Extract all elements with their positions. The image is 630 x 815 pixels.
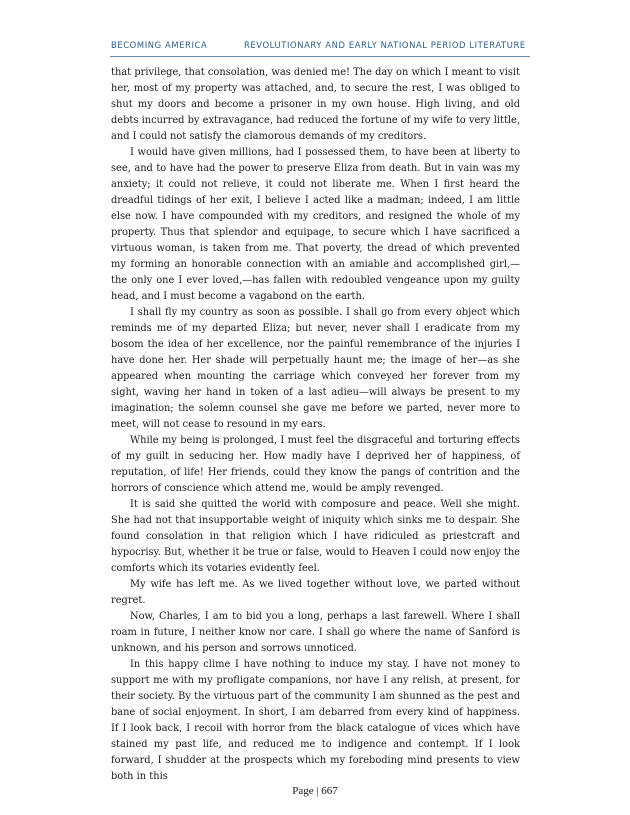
paragraph-6: My wife has left me. As we lived together without love, we parted without regret. [111,579,520,606]
running-header [111,40,531,52]
paragraph-2: I would have given millions, had I possessed them, to have been at liberty to see, and to have had the power to preserve Eliza from death. But in vain was my anxiety; it could not relieve, it could not liberate me. When I first heard the dreadful tidings of her exit, I believe I acted like a madman; indeed, I am little else now. I have compounded with my creditors, and resigned the whole of my property. Thus that splendor and equipage, to secure which I have sacrificed a virtuous woman, is taken from me. That poverty, the dread of which prevented my forming an honorable connection with an amiable and accomplished girl,—the only one I ever loved,—has fallen with redoubled vengeance upon my guilty head, and I must become a vagabond on the earth. [111,147,520,302]
paragraph-7: Now, Charles, I am to bid you a long, perhaps a last farewell. Where I shall roam in future, I neither know nor care. I shall go where the name of Sanford is unknown, and his person and sorrows unnoticed. [111,611,520,654]
header-divider [110,56,530,57]
header-book-title: BECOMING AMERICA [111,40,208,50]
paragraph-1: that privilege, that consolation, was denied me! The day on which I meant to visit her, most of my property was attached, and, to secure the rest, I was obliged to shut my doors and become a prisoner in my own house. High living, and old debts incurred by extravagance, had reduced the fortune of my wife to very little, and I could not satisfy the clamorous demands of my creditors. [111,67,520,142]
paragraph-8: In this happy clime I have nothing to induce my stay. I have not money to support me with my profligate companions, nor have I any relish, at present, for their society. By the virtuous part of the community I am shunned as the pest and bane of social enjoyment. In short, I am debarred from every kind of happiness. If I look back, I recoil with horror from the black catalogue of vices which have stained my past life, and reduced me to indigence and contempt. If I look forward, I shudder at the prospects which my foreboding mind presents to view both in this [111,659,520,782]
page-body [111,65,520,785]
paragraph-3: I shall fly my country as soon as possible. I shall go from every object which reminds me of my departed Eliza; but never, never shall I eradicate from my bosom the idea of her excellence, nor the painful remembrance of the injuries I have done her. Her shade will perpetually haunt me; the image of her—as she appeared when mounting the carriage which conveyed her forever from my sight, waving her hand in token of a last adieu—will always be present to my imagination; the solemn counsel she gave me before we parted, never more to meet, will not cease to resound in my ears. [111,307,520,430]
header-section-title: REVOLUTIONARY AND EARLY NATIONAL PERIOD LITERATURE [244,40,526,50]
paragraph-5: It is said she quitted the world with composure and peace. Well she might. She had not that insupportable weight of iniquity which sinks me to despair. She found consolation in that religion which I have ridiculed as priestcraft and hypocrisy. But, whether it be true or false, would to Heaven I could now enjoy the comforts which its votaries evidently feel. [111,499,520,574]
paragraph-4: While my being is prolonged, I must feel the disgraceful and torturing effects of my guilt in seducing her. How madly have I deprived her of happiness, of reputation, of life! Her friends, could they know the pangs of contrition and the horrors of conscience which attend me, would be amply revenged. [111,435,520,494]
page-number: Page | 667 [292,785,338,797]
